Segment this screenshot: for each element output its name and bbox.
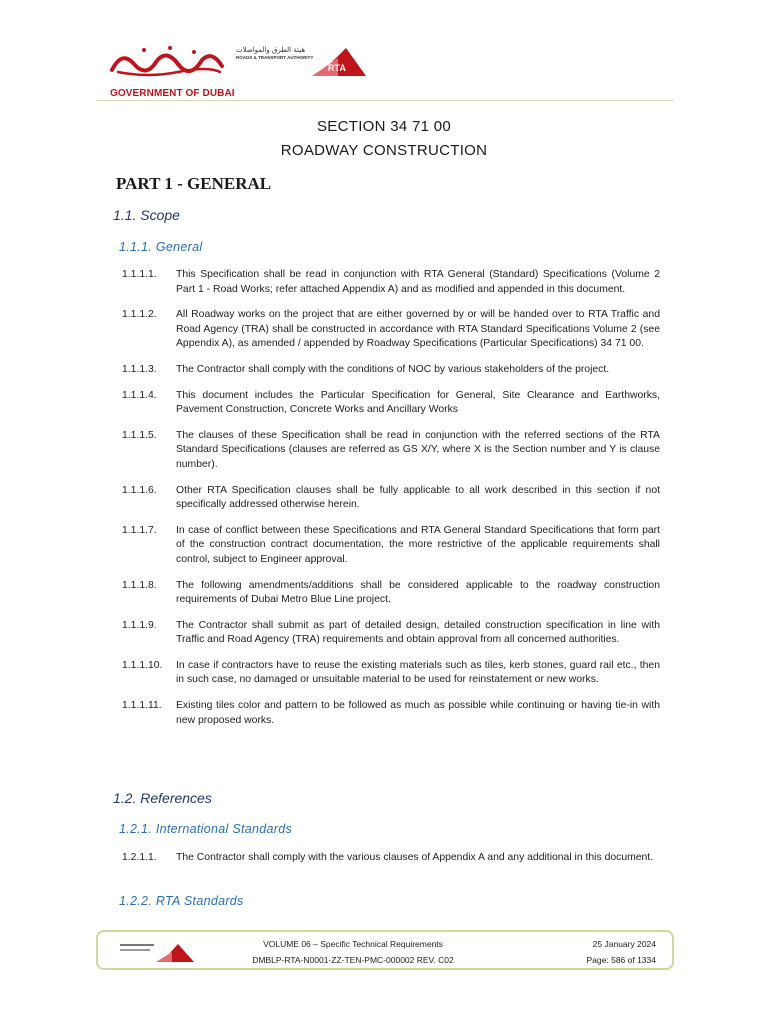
clause-number: 1.1.1.7. [122, 524, 157, 536]
clause-text: The following amendments/additions shall be considered applicable to the roadway construction requirements of Dubai Metro Blue Line project. [176, 579, 660, 606]
clause-text: The Contractor shall comply with the various clauses of Appendix A and any additional in this document. [176, 852, 654, 863]
footer-doc-code: DMBLP-RTA-N0001-ZZ-TEN-PMC-000002 REV. C02 [252, 955, 454, 965]
rta-arabic-name: هيئة الطرق والمواصلات [236, 46, 306, 54]
clause-number: 1.1.1.10. [122, 659, 163, 671]
page-footer [96, 930, 674, 970]
part-heading: PART 1 - GENERAL [116, 174, 272, 193]
heading-references: 1.2. References [113, 790, 212, 806]
clause-item [122, 389, 660, 418]
rta-logo [236, 44, 366, 84]
clause-number: 1.1.1.11. [122, 700, 162, 712]
clause-number: 1.2.1.1. [122, 852, 157, 863]
header-divider [96, 100, 674, 101]
clause-text: All Roadway works on the project that are either governed by or will be handed over to RTA Traffic and Road Agency (TRA) shall be constructed in accordance with RTA Standard Specifications Volume 2 (see Appendix A), as amended / appended by Roadway Specifications (Particular Specifications) 34 71 00. [176, 309, 660, 350]
clause-text: In case if contractors have to reuse the existing materials such as tiles, kerb stones, guard rail etc., then in such case, no damaged or unsuitable material to be used for reinstatement or new works. [176, 659, 660, 686]
clause-number: 1.1.1.9. [122, 619, 157, 631]
clause-text: This document includes the Particular Specification for General, Site Clearance and Earthworks, Pavement Construction, Concrete Works and Ancillary Works [176, 389, 660, 416]
general-clauses [122, 266, 660, 728]
clause-item [122, 659, 660, 688]
clause-text: The Contractor shall comply with the conditions of NOC by various stakeholders of the project. [176, 363, 610, 375]
section-number: SECTION 34 71 00 [316, 118, 452, 135]
footer-volume: VOLUME 06 – Specific Technical Requirements [263, 939, 443, 949]
clause-number: 1.1.1.6. [122, 484, 157, 496]
heading-rta-standards: 1.2.2. RTA Standards [119, 894, 244, 908]
heading-international-standards: 1.2.1. International Standards [119, 822, 293, 836]
heading-scope: 1.1. Scope [113, 207, 180, 223]
clause-item [122, 619, 660, 648]
rta-english-name: ROADS & TRANSPORT AUTHORITY [236, 55, 314, 60]
clause-number: 1.1.1.5. [122, 429, 157, 441]
government-of-dubai-logo [102, 36, 235, 99]
clause-number: 1.1.1.8. [122, 579, 157, 591]
clause-number: 1.1.1.3. [122, 363, 157, 375]
clause-item [122, 579, 660, 608]
clause-text: In case of conflict between these Specifications and RTA General Standard Specifications that form part of the construction contract documentation, the more restrictive of the applicable requirements shall control, subject to Engineer approval. [176, 524, 660, 565]
clause-item [122, 524, 660, 568]
heading-general: 1.1.1. General [119, 240, 203, 254]
footer-page-number: Page: 586 of 1334 [586, 955, 656, 965]
clause-item [122, 363, 660, 378]
clause-text: The Contractor shall submit as part of detailed design, detailed construction specification in line with Traffic and Road Agency (TRA) requirements and obtain approval from all concerned authorities. [176, 619, 660, 646]
clause-item [122, 308, 660, 352]
footer-page-info [587, 936, 656, 968]
dubai-calligraphy-icon [108, 42, 226, 78]
clause-number: 1.1.1.1. [122, 269, 157, 280]
clause-text: This Specification shall be read in conjunction with RTA General (Standard) Specifications (Volume 2 Part 1 - Road Works; refer attached Appendix A) and as modified and appended in this document. [176, 269, 660, 295]
clause-text: Other RTA Specification clauses shall be fully applicable to all work described in this section if not specifically addressed otherwise herein. [176, 484, 660, 511]
section-name: ROADWAY CONSTRUCTION [280, 142, 488, 159]
clause-number: 1.1.1.2. [122, 309, 157, 321]
clause-text: Existing tiles color and pattern to be followed as much as possible while continuing or having tie-in with new proposed works. [176, 700, 660, 726]
clause-number: 1.1.1.4. [122, 389, 157, 401]
rta-footer-logo-icon [118, 938, 198, 964]
rta-mark-text: RTA [328, 63, 346, 73]
footer-date: 25 January 2024 [592, 939, 656, 949]
page-header [96, 30, 676, 102]
clause-item [122, 268, 660, 297]
government-label: GOVERNMENT OF DUBAI [110, 88, 235, 99]
clause-item [122, 699, 660, 728]
clause-item [122, 851, 660, 866]
clause-item [122, 484, 660, 513]
footer-document-info [228, 936, 478, 968]
section-title-block [0, 116, 768, 162]
clause-item [122, 429, 660, 473]
clause-text: The clauses of these Specification shall be read in conjunction with the referred sections of the RTA Standard Specifications (clauses are referred as GS X/Y, where X is the Section number and Y is clause number). [176, 429, 660, 470]
international-clauses [122, 851, 660, 866]
